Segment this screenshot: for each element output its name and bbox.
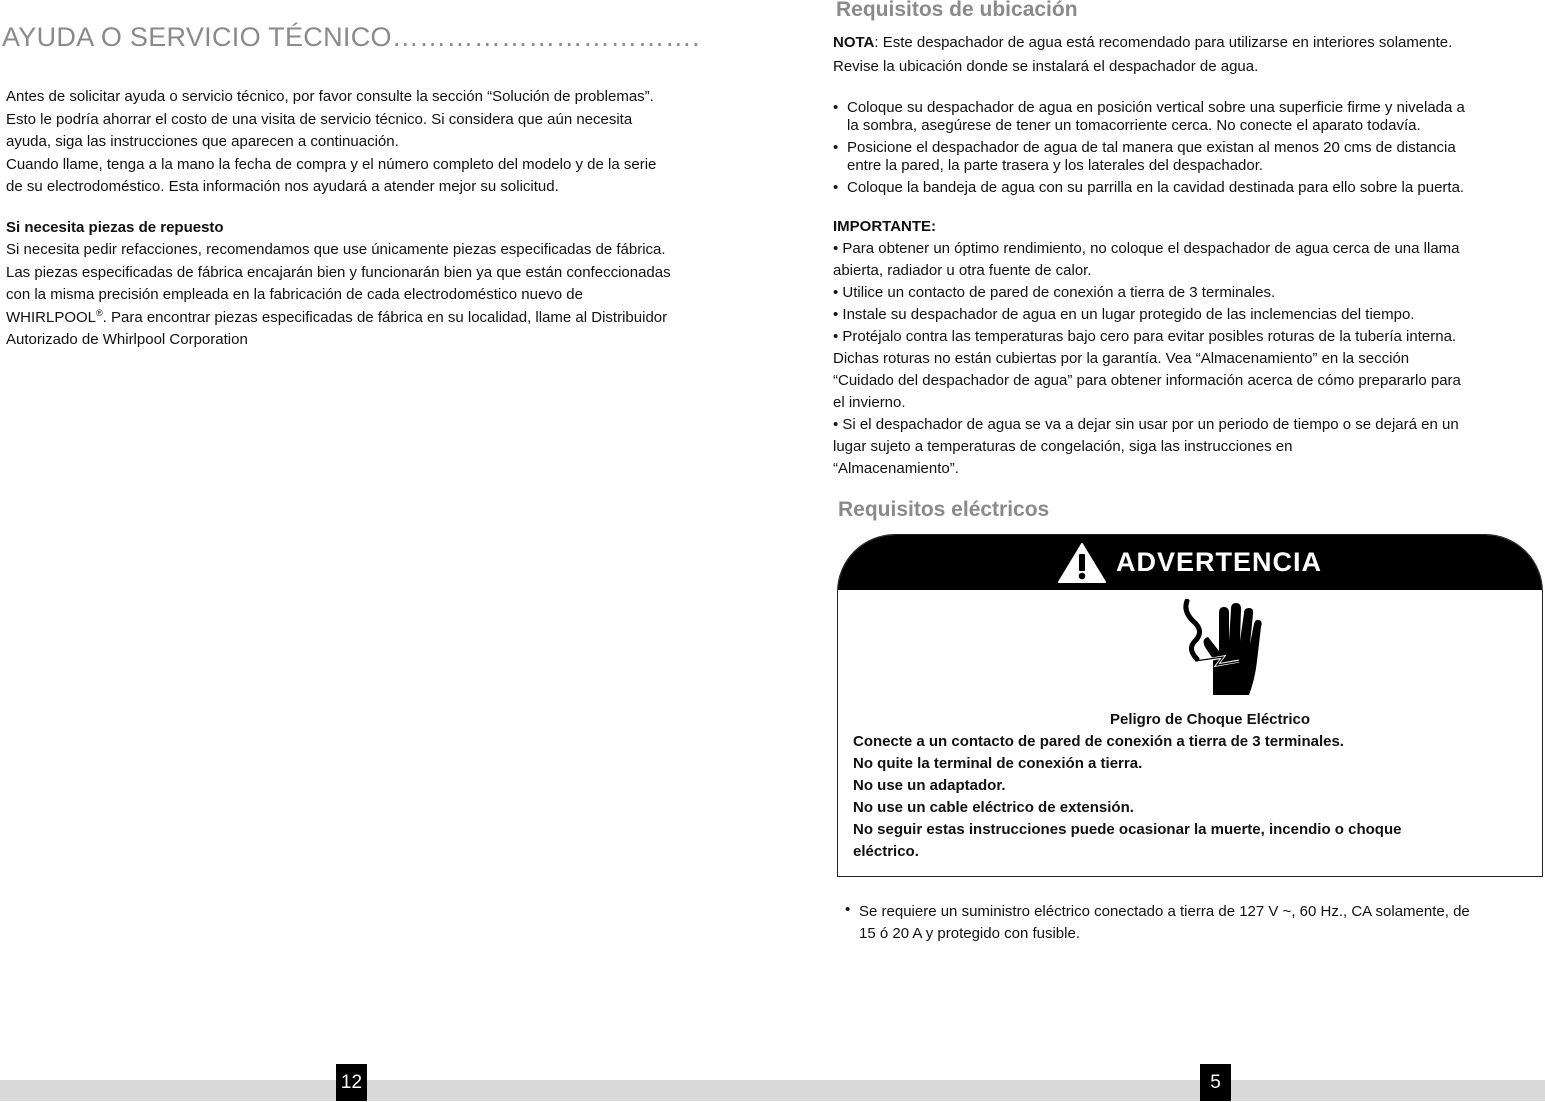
important-label: IMPORTANTE:: [833, 218, 937, 235]
bullet-item: [845, 901, 1540, 945]
location-heading: Requisitos de ubicación: [836, 0, 1078, 21]
text-line: “Cuidado del despachador de agua” para obtener información acerca de cómo prepararlo para: [833, 372, 1461, 389]
text-line: Autorizado de Whirlpool Corporation: [6, 331, 248, 348]
bullet-dot: •: [833, 99, 839, 116]
warning-triangle-icon: [1057, 542, 1107, 584]
text-line: • Si el despachador de agua se va a dejar sin usar por un periodo de tiempo o se dejará en un: [833, 416, 1459, 433]
text-line: Si necesita pedir refacciones, recomendamos que use únicamente piezas especificadas de fábrica.: [6, 241, 666, 258]
warning-line: No quite la terminal de conexión a tierra.: [853, 755, 1143, 772]
text-line: • Protéjalo contra las temperaturas bajo cero para evitar posibles roturas de la tubería interna.: [833, 328, 1457, 345]
text-line: Se requiere un suministro eléctrico conectado a tierra de 127 V ~, 60 Hz., CA solamente, de: [859, 903, 1470, 920]
bullet-dot: •: [833, 179, 839, 196]
page-title-left: AYUDA O SERVICIO TÉCNICO…………………………….: [2, 22, 700, 52]
review-line: Revise la ubicación donde se instalará el despachador de agua.: [833, 58, 1259, 75]
bullet-item: [833, 139, 1538, 175]
brand-name: WHIRLPOOL: [6, 308, 97, 326]
parts-heading: Si necesita piezas de repuesto: [6, 219, 224, 236]
location-bullets: [833, 99, 1538, 197]
parts-paragraph: [6, 239, 756, 352]
text-line: Antes de solicitar ayuda o servicio técnico, por favor consulte la sección “Solución de problemas”.: [6, 88, 654, 105]
text-line: entre la pared, la parte trasera y los laterales del despachador.: [847, 157, 1264, 174]
text-line: • Utilice un contacto de pared de conexión a tierra de 3 terminales.: [833, 284, 1276, 301]
text-line: abierta, radiador u otra fuente de calor.: [833, 262, 1092, 279]
text-line: Dichas roturas no están cubiertas por la garantía. Vea “Almacenamiento” en la sección: [833, 350, 1410, 367]
text-line: [6, 307, 756, 330]
warning-header: [838, 535, 1542, 590]
important-paragraph: [833, 238, 1538, 480]
warning-box: [837, 534, 1543, 877]
registered-mark: ®: [96, 307, 103, 318]
page-number-left: 12: [336, 1064, 367, 1101]
page-number-right: 5: [1200, 1064, 1231, 1101]
text-line: lugar sujeto a temperaturas de congelación, siga las instrucciones en: [833, 438, 1293, 455]
text-line: Esto le podría ahorrar el costo de una visita de servicio técnico. Si considera que aún necesita: [6, 110, 633, 128]
text-line: de su electrodoméstico. Esta información nos ayudará a atender mejor su solicitud.: [6, 178, 559, 195]
bullet-dot: •: [833, 139, 839, 156]
text-line: Cuando llame, tenga a la mano la fecha de compra y el número completo del modelo y de la serie: [6, 155, 657, 173]
nota-label: NOTA: [833, 34, 875, 51]
bullet-dot: •: [845, 901, 851, 918]
warning-title: ADVERTENCIA: [1116, 547, 1323, 577]
bullet-item: [833, 179, 1538, 197]
nota-line: [833, 32, 1538, 54]
warning-line: No use un cable eléctrico de extensión.: [853, 799, 1134, 816]
electric-shock-hand-icon: [1183, 599, 1263, 699]
hazard-title: Peligro de Choque Eléctrico: [1109, 711, 1311, 728]
text-line: Posicione el despachador de agua de tal manera que existan al menos 20 cms de distancia: [847, 139, 1456, 156]
text-fragment: . Para encontrar piezas especificadas de fábrica en su localidad, llame al Distribuidor: [102, 308, 668, 326]
text-line: Coloque la bandeja de agua con su parrilla en la cavidad destinada para ello sobre la puerta.: [847, 179, 1465, 196]
warning-line: eléctrico.: [853, 843, 919, 860]
text-line: 15 ó 20 A y protegido con fusible.: [859, 925, 1080, 942]
warning-line: Conecte a un contacto de pared de conexión a tierra de 3 terminales.: [853, 733, 1344, 750]
electrical-heading: Requisitos eléctricos: [838, 498, 1050, 521]
text-line: Coloque su despachador de agua en posición vertical sobre una superficie firme y nivelada a: [847, 99, 1465, 116]
warning-line: No seguir estas instrucciones puede ocasionar la muerte, incendio o choque: [853, 821, 1402, 838]
text-line: con la misma precisión empleada en la fabricación de cada electrodoméstico nuevo de: [6, 286, 583, 303]
text-line: “Almacenamiento”.: [833, 460, 959, 477]
bullet-item: [833, 99, 1538, 135]
supply-bullet: [845, 901, 1540, 945]
warning-line: No use un adaptador.: [853, 777, 1006, 794]
text-line: • Instale su despachador de agua en un lugar protegido de las inclemencias del tiempo.: [833, 306, 1415, 323]
footer-bar: [0, 1080, 1545, 1101]
text-line: • Para obtener un óptimo rendimiento, no coloque el despachador de agua cerca de una llama: [833, 240, 1460, 257]
intro-paragraph: [6, 86, 756, 199]
text-line: la sombra, asegúrese de tener un tomacorriente cerca. No conecte el aparato todavía.: [847, 117, 1421, 134]
text-line: el invierno.: [833, 394, 906, 411]
nota-text: : Este despachador de agua está recomendado para utilizarse en interiores solamente.: [874, 34, 1453, 51]
text-line: Las piezas especificadas de fábrica encajarán bien y funcionarán bien ya que están confeccionadas: [6, 263, 671, 281]
text-line: ayuda, siga las instrucciones que aparecen a continuación.: [6, 133, 399, 150]
